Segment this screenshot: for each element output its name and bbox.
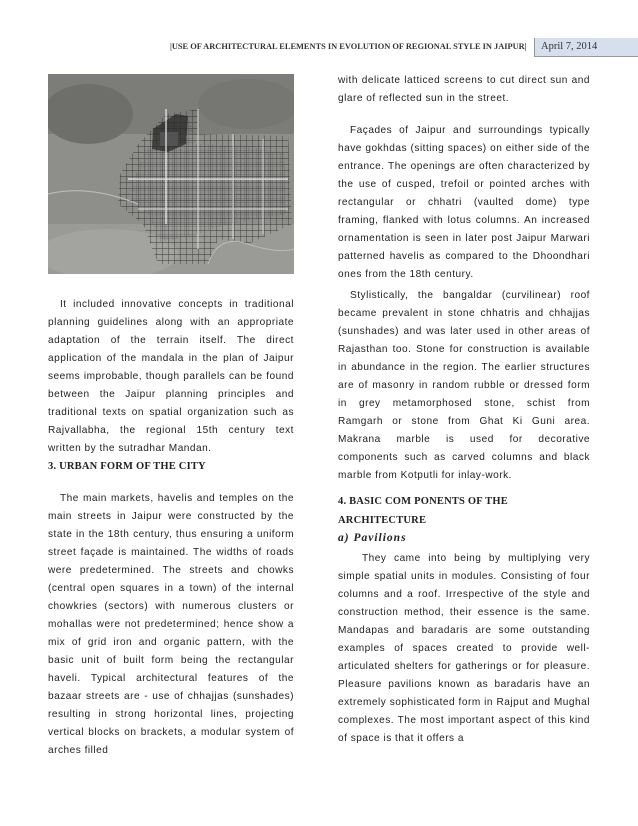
section-4-heading-line1: 4. BASIC COM PONENTS OF THE	[338, 496, 508, 507]
section-3-heading: 3. URBAN FORM OF THE CITY	[48, 461, 206, 472]
paragraph: Stylistically, the bangaldar (curvilinear) roof became prevalent in stone chhatris and chhajjas (sunshades) and was later used in other areas of Rajasthan too. Stone for construction is available in abundance in the region. The earlier structures are of masonry in random rubble or dressed form in grey metamorphosed stone, schist from Ramgarh or stone from Ghat Ki Guni area. Makrana marble is used for decorative components such as carved columns and black marble from Kotputli for inlay-work.	[338, 290, 590, 481]
paragraph: The main markets, havelis and temples on the main streets in Jaipur were constructed by the state in the 18th century, thus ensuring a uniform street façade is maintained. The widths of roads were predetermined. The streets and chowks (central open squares in a town) of the internal chowkries (sectors) with numerous clusters or mohallas were not predetermined; hence show a mix of grid iron and organic pattern, with the basic unit of built form being the rectangular haveli. Typical architectural features of the bazaar streets are - use of chhajjas (sunshades) resulting in strong horizontal lines, projecting vertical blocks on brackets, a modular system of arches filled	[48, 493, 294, 756]
left-para-2	[48, 490, 294, 760]
paragraph: They came into being by multiplying very simple spatial units in modules. Consisting of four columns and a roof. Irrespective of the style and construction method, their essence is the same. Mandapas and baradaris are some outstanding examples of spaces created to provide well-articulated shelters for gatherings or for pleasure. Pleasure pavilions known as baradaris have an extremely sophisticated form in Rajput and Mughal complexes. The most important aspect of this kind of space is that it offers a	[338, 553, 590, 744]
page-header	[0, 38, 638, 58]
paragraph: Façades of Jaipur and surroundings typically have gokhdas (sitting spaces) on either side of the entrance. The openings are often characterized by the use of cusped, trefoil or pointed arches with rectangular or chhatri (vaulted dome) type framing, flanked with lotus columns. An increased ornamentation is seen in later post Jaipur Marwari patterned havelis as compared to the Dhoondhari ones from the 18th century.	[338, 125, 590, 280]
header-date: April 7, 2014	[534, 38, 638, 56]
pavilions-subheading: a) Pavilions	[338, 532, 407, 544]
paragraph: with delicate latticed screens to cut direct sun and glare of reflected sun in the street.	[338, 75, 590, 104]
right-para-1	[338, 72, 590, 108]
right-para-4	[338, 550, 590, 748]
right-para-3	[338, 287, 590, 485]
right-para-2	[338, 122, 590, 284]
running-title: |USE OF ARCHITECTURAL ELEMENTS IN EVOLUTION OF REGIONAL STYLE IN JAIPUR|	[170, 42, 527, 51]
jaipur-aerial-map-image	[48, 74, 294, 274]
header-rule	[534, 56, 638, 57]
paragraph: It included innovative concepts in traditional planning guidelines along with an appropriate adaptation of the terrain itself. The direct application of the mandala in the plan of Jaipur seems improbable, though parallels can be found between the Jaipur planning principles and traditional texts on spatial organization such as Rajvallabha, the regional 15th century text written by the sutradhar Mandan.	[48, 299, 294, 454]
left-para-1	[48, 296, 294, 458]
section-4-heading-line2: ARCHITECTURE	[338, 515, 427, 526]
